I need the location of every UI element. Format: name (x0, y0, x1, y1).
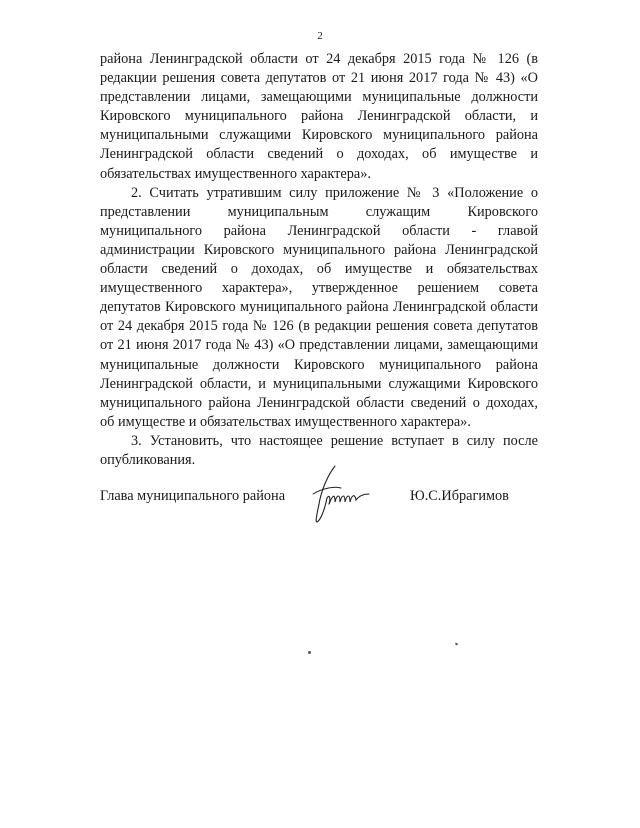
signatory-position: Глава муниципального района (100, 488, 286, 504)
paragraph-item-2: 2. Считать утратившим силу приложение № 3 «Положение о представлении муниципальным служащим Кировского муниципального района Ленинградской области - главой администрации Кировского муниципального района Ленинградской области сведений о доходах, об имуществе и обязательствах имущественного характера», утвержденное решением совета депутатов Кировского муниципального района Ленинградской области от 24 декабря 2015 года № 126 (в редакции решения совета депутатов от 21 июня 2017 года № 43) «О представлении лицами, замещающими муниципальные должности Кировского муниципального района Ленинградской области, и муниципальными служащими Кировского муниципального района Ленинградской области сведений о доходах, об имуществе и обязательствах имущественного характера». (100, 184, 538, 430)
scan-speck (455, 642, 459, 645)
paragraph-item-3: 3. Установить, что настоящее решение вступает в силу после опубликования. (100, 432, 538, 468)
page-number: 2 (317, 30, 323, 42)
paragraph-continuation: района Ленинградской области от 24 декабря 2015 года № 126 (в редакции решения совета депутатов от 21 июня 2017 года № 43) «О представлении лицами, замещающими муниципальные должности Кировского муниципального района Ленинградской области, и муниципальными служащими Кировского муниципального района Ленинградской области сведений о доходах, об имуществе и обязательствах имущественного характера». (100, 51, 538, 182)
document-body (100, 50, 538, 470)
signatory-name: Ю.С.Ибрагимов (410, 488, 509, 504)
handwritten-signature (305, 464, 385, 524)
scan-speck (308, 651, 311, 654)
